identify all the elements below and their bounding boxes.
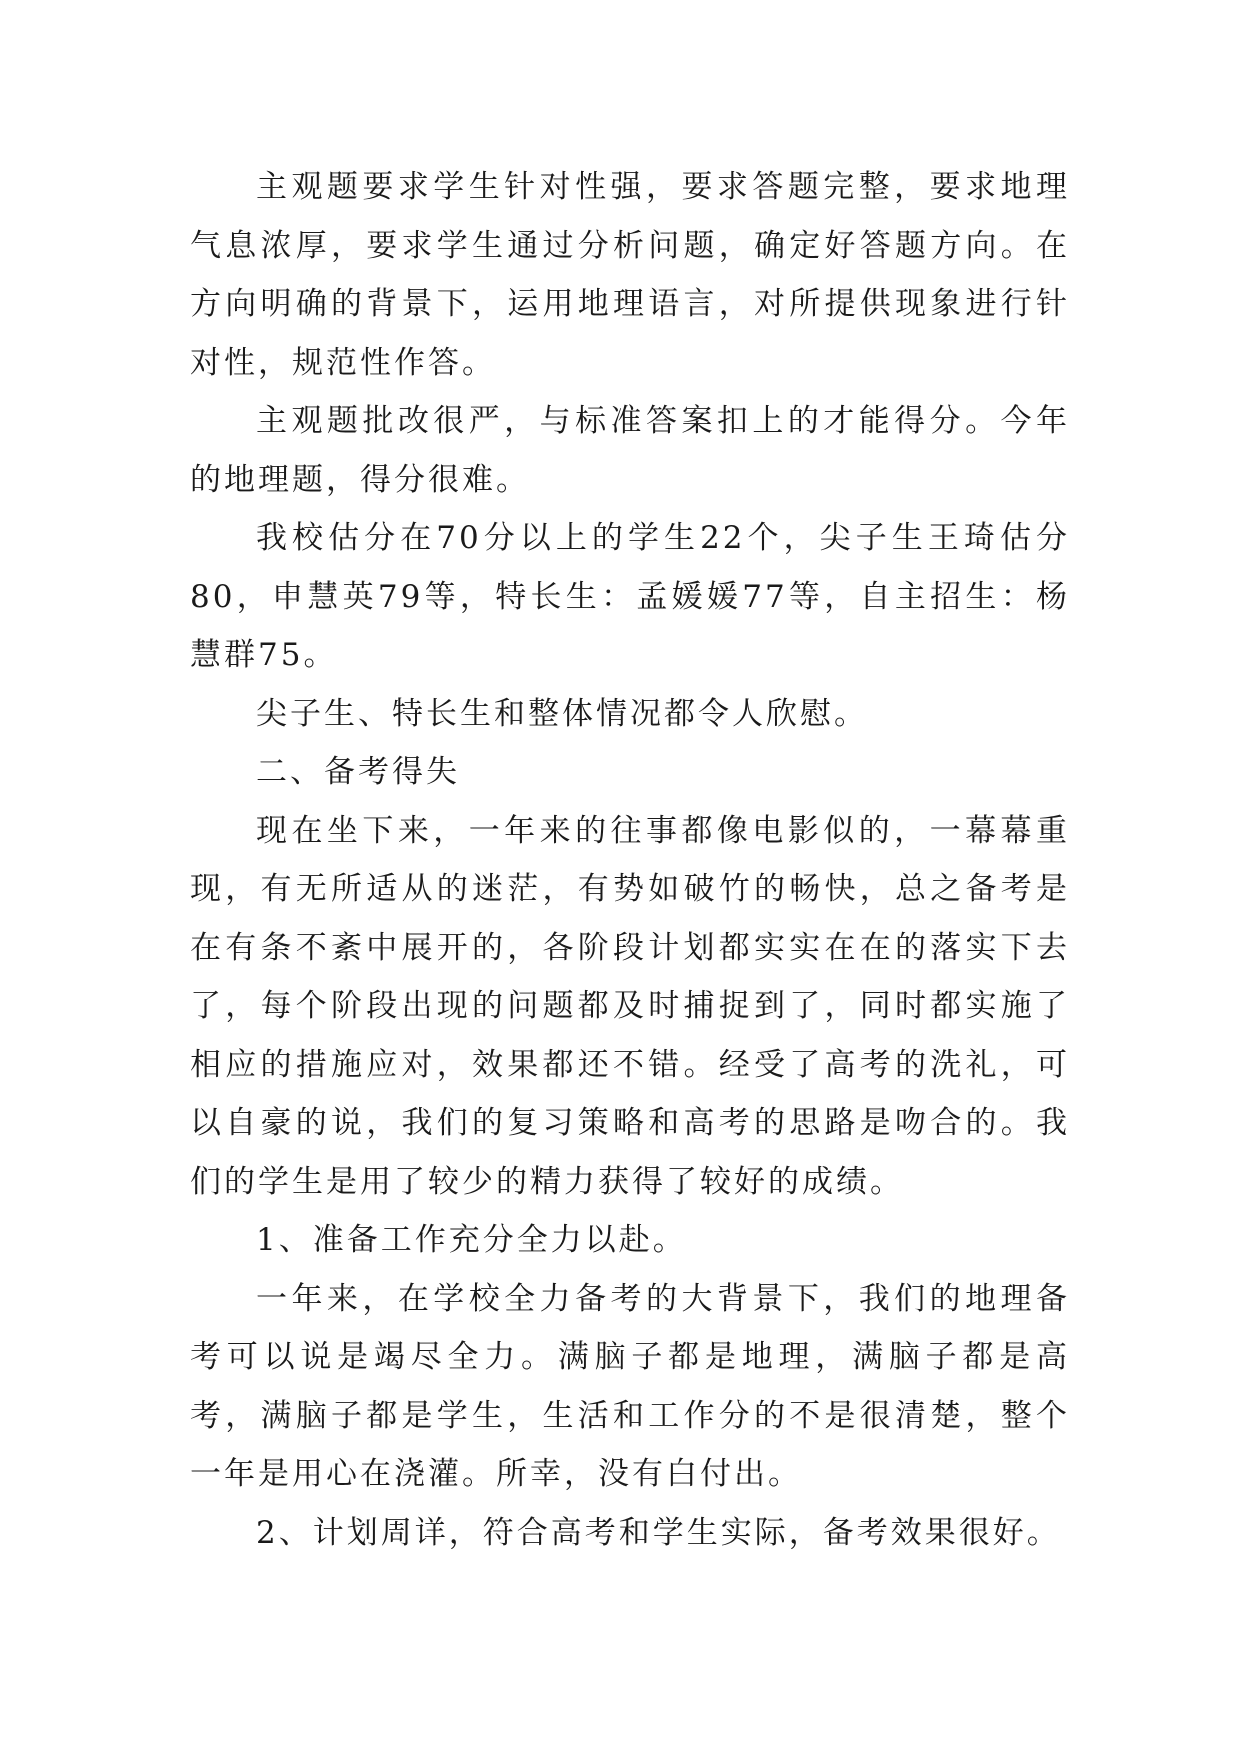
document-body <box>190 158 1070 1562</box>
paragraph-grading-strict: 主观题批改很严，与标准答案扣上的才能得分。今年的地理题，得分很难。 <box>190 403 1070 498</box>
paragraph-subjective-requirements: 主观题要求学生针对性强，要求答题完整，要求地理气息浓厚，要求学生通过分析问题，确定好答题方向。在方向明确的背景下，运用地理语言，对所提供现象进行针对性，规范性作答。 <box>190 169 1070 381</box>
paragraph-year-review: 现在坐下来，一年来的往事都像电影似的，一幕幕重现，有无所适从的迷茫，有势如破竹的畅快，总之备考是在有条不紊中展开的，各阶段计划都实实在在的落实下去了，每个阶段出现的问题都及时捕捉到了，同时都实施了相应的措施应对，效果都还不错。经受了高考的洗礼，可以自豪的说，我们的复习策略和高考的思路是吻合的。我们的学生是用了较少的精力获得了较好的成绩。 <box>190 812 1070 1200</box>
section-heading-gains-losses: 二、备考得失 <box>256 754 460 790</box>
paragraph-score-estimates: 我校估分在70分以上的学生22个，尖子生王琦估分80，申慧英79等，特长生：孟媛媛77等，自主招生：杨慧群75。 <box>190 520 1070 673</box>
paragraph-full-effort: 一年来，在学校全力备考的大背景下，我们的地理备考可以说是竭尽全力。满脑子都是地理，满脑子都是高考，满脑子都是学生，生活和工作分的不是很清楚，整个一年是用心在浇灌。所幸，没有白付出。 <box>190 1280 1070 1492</box>
subheading-planning: 2、计划周详，符合高考和学生实际，备考效果很好。 <box>256 1514 1061 1551</box>
paragraph-overall-satisfaction: 尖子生、特长生和整体情况都令人欣慰。 <box>256 695 868 732</box>
subheading-preparation: 1、准备工作充分全力以赴。 <box>256 1222 687 1258</box>
